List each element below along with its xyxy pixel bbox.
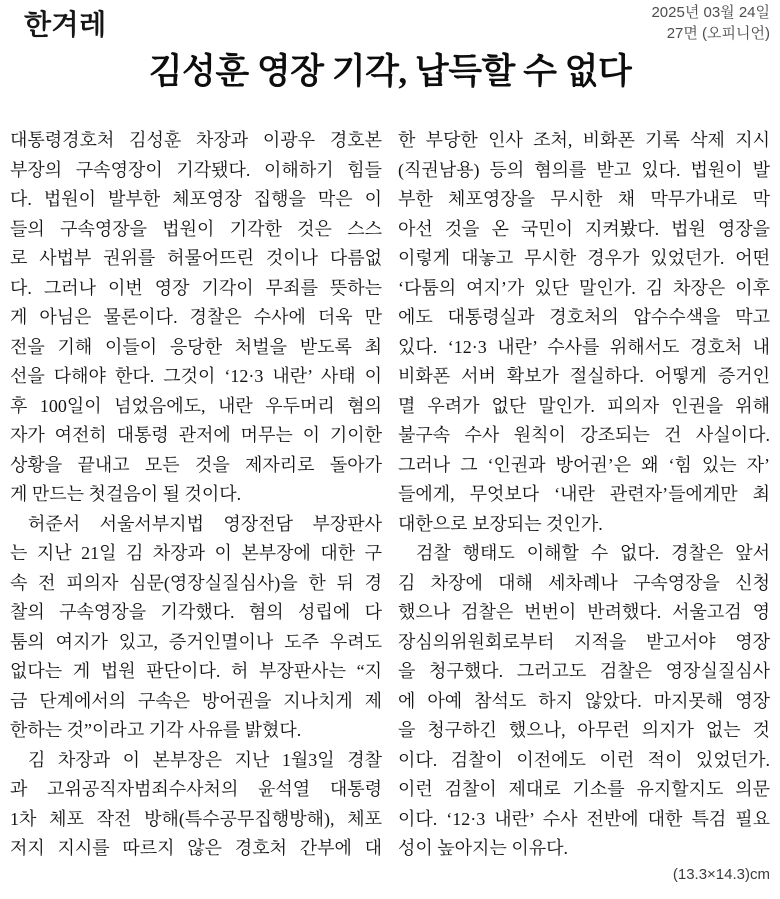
article-line: 들에게, 무엇보다 ‘내란 관련자’들에게만 최 — [398, 484, 770, 504]
article-line: 부한 체포영장을 무시한 채 막무가내로 막 — [398, 189, 770, 209]
article-line: 을 청구했다. 그러고도 검찰은 영장실질심사 — [398, 661, 770, 681]
article-line: 부장의 구속영장이 기각됐다. 이해하기 힘들 — [10, 159, 382, 180]
article-line: 후 100일이 넘었음에도, 내란 우두머리 혐의 — [10, 395, 382, 416]
clipping-size-note: (13.3×14.3)cm — [672, 866, 770, 883]
article-line: 을 청구하긴 했으나, 아무런 의지가 없는 것 — [398, 720, 770, 740]
article-line: 없다는 게 법원 판단이다. 허 부장판사는 “지 — [10, 661, 382, 681]
article-line: 한하는 것”이라고 기각 사유를 밝혔다. — [10, 720, 302, 740]
article-line: 에도 대통령실과 경호처의 압수수색을 막고 — [398, 307, 770, 327]
article-line: 허준서 서울서부지법 영장전담 부장판사 — [28, 513, 382, 534]
article-line: 검찰 행태도 이해할 수 없다. 경찰은 앞서 — [416, 543, 770, 563]
article-line: 이렇게 대놓고 무시한 경우가 있었던가. 어떤 — [398, 248, 770, 268]
masthead-meta — [651, 2, 770, 44]
article-column-left — [10, 126, 382, 864]
article-line: 는 지난 21일 김 차장과 이 본부장에 대한 구 — [10, 543, 382, 563]
article-line: 다. 그러나 이번 영장 기각이 무죄를 뜻하는 — [10, 277, 382, 298]
article-line: 들의 구속영장을 법원이 기각한 것은 스스 — [10, 218, 382, 239]
article-line: 했으나 검찰은 번번이 반려했다. 서울고검 영 — [398, 602, 770, 622]
article-line: 대통령경호처 김성훈 차장과 이광우 경호본 — [10, 130, 382, 150]
article-line: 이다. 검찰이 이전에도 이런 적이 있었던가. — [398, 749, 770, 770]
article-line: 아선 것을 온 국민이 지켜봤다. 법원 영장을 — [398, 218, 770, 239]
article-column-right — [398, 126, 770, 864]
article-line: 한 부당한 인사 조처, 비화폰 기록 삭제 지시 — [398, 130, 770, 150]
article-line: 게 만드는 첫걸음이 될 것이다. — [10, 484, 242, 504]
article-line: 로 사법부 권위를 허물어뜨린 것이나 다름없 — [10, 248, 382, 268]
article-headline: 김성훈 영장 기각, 납득할 수 없다 — [148, 52, 632, 91]
article-line: 있다. ‘12·3 내란’ 수사를 위해서도 경호처 내 — [398, 336, 770, 357]
article-line: ‘다툼의 여지’가 있단 말인가. 김 차장은 이후 — [398, 277, 770, 298]
article-line: 김 차장에 대해 세차례나 구속영장을 신청 — [398, 572, 770, 593]
article-line: 1차 체포 작전 방해(특수공무집행방해), 체포 — [10, 808, 382, 829]
article-line: 자가 여전히 대통령 관저에 머무는 이 기이한 — [10, 425, 382, 445]
article-line: 과 고위공직자범죄수사처의 윤석열 대통령 — [10, 779, 382, 799]
article-line: 비화폰 서버 확보가 절실하다. 어떻게 증거인 — [398, 366, 770, 386]
article-line: 선을 다해야 한다. 그것이 ‘12·3 내란’ 사태 이 — [10, 366, 382, 386]
article-line: 툼의 여지가 있고, 증거인멸이나 도주 우려도 — [10, 631, 382, 652]
article-line: 성이 높아지는 이유다. — [398, 838, 568, 858]
page-section-info: 27면 (오피니언) — [666, 25, 770, 42]
article-line: 다. 법원이 발부한 체포영장 집행을 막은 이 — [10, 189, 382, 209]
article-line: 에 아예 참석도 하지 않았다. 마지못해 영장 — [398, 690, 770, 711]
article-line: 이다. ‘12·3 내란’ 수사 전반에 대한 특검 필요 — [398, 808, 770, 829]
article-line: 불구속 수사 원칙이 강조되는 건 사실이다. — [398, 425, 770, 445]
article-line: 찰의 구속영장을 기각했다. 혐의 성립에 다 — [10, 602, 382, 622]
article-line: 김 차장과 이 본부장은 지난 1월3일 경찰 — [28, 749, 382, 770]
article-line: 대한으로 보장되는 것인가. — [398, 513, 603, 534]
article-line: 상황을 끝내고 모든 것을 제자리로 돌아가 — [10, 454, 382, 475]
article-line: 멸 우려가 없단 말인가. 피의자 인권을 위해 — [398, 395, 770, 416]
article-line: 장심의위원회로부터 지적을 받고서야 영장 — [398, 631, 770, 652]
article-line: 게 아님은 물론이다. 경찰은 수사에 더욱 만 — [10, 307, 382, 327]
article-line: 그러나 그 ‘인권과 방어권’은 왜 ‘힘 있는 자’ — [398, 454, 770, 475]
article-line: 전을 기해 이들이 응당한 처벌을 받도록 최 — [10, 336, 382, 357]
hankyoreh-logo: 한겨레 — [24, 9, 107, 40]
article-line: (직권남용) 등의 혐의를 받고 있다. 법원이 발 — [398, 159, 770, 180]
article-body — [10, 126, 770, 864]
publication-date: 2025년 03월 24일 — [651, 4, 770, 21]
article-line: 속 전 피의자 심문(영장실질심사)을 한 뒤 경 — [10, 572, 382, 593]
article-line: 저지 지시를 따르지 않은 경호처 간부에 대 — [10, 838, 382, 858]
article-line: 금 단계에서의 구속은 방어권을 지나치게 제 — [10, 690, 382, 711]
article-line: 이런 검찰이 제대로 기소를 유지할지도 의문 — [398, 779, 770, 799]
